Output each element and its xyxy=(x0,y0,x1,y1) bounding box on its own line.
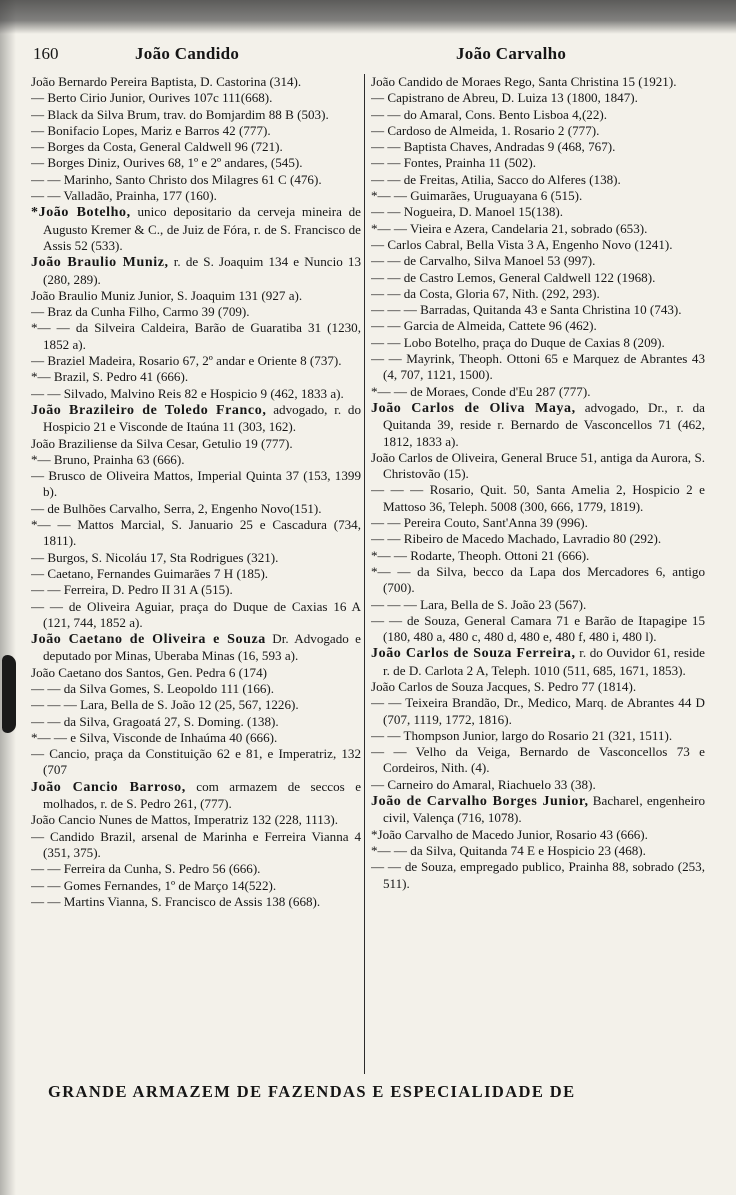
directory-entry xyxy=(31,829,361,862)
directory-entry xyxy=(371,827,705,843)
directory-entry xyxy=(31,501,361,517)
directory-entry xyxy=(371,253,705,269)
directory-entry xyxy=(371,482,705,515)
directory-entry xyxy=(31,665,361,681)
entry-name: João Cancio Barroso, xyxy=(31,779,186,795)
entry-text: r. do Ouvidor 61, reside r. de D. Carlota 2 A, Teleph. 1010 (511, 685, 1671, 1853). xyxy=(383,645,705,678)
entry-text: *— Brazil, S. Pedro 41 (666). xyxy=(31,369,189,385)
directory-entry xyxy=(31,90,361,106)
entry-text: João Caetano dos Santos, Gen. Pedra 6 (174) xyxy=(31,664,268,680)
directory-entry xyxy=(31,402,361,436)
directory-entry xyxy=(31,288,361,304)
entry-text: — — Ferreira, D. Pedro II 31 A (515). xyxy=(31,582,233,598)
directory-entry xyxy=(31,123,361,139)
directory-entry xyxy=(371,728,705,744)
directory-entry xyxy=(31,468,361,501)
right-column xyxy=(371,74,705,1076)
directory-entry xyxy=(371,237,705,253)
entry-text: — — Martins Vianna, S. Francisco de Assis 138 (668). xyxy=(31,893,321,909)
entry-text: — — Ribeiro de Macedo Machado, Lavradio 80 (292). xyxy=(371,531,662,547)
directory-entry xyxy=(371,679,705,695)
entry-text: advogado, r. do Hospicio 21 e Visconde de Itaúna 11 (303, 162). xyxy=(43,401,361,435)
entry-text: — Berto Cirio Junior, Ourives 107c 111(668). xyxy=(31,90,273,106)
directory-entry xyxy=(31,353,361,369)
entry-name: João Caetano de Oliveira e Souza xyxy=(31,632,266,648)
directory-entry xyxy=(31,746,361,779)
entry-text: — Black da Silva Brum, trav. do Bomjardim 88 B (503). xyxy=(31,106,329,122)
directory-entry xyxy=(31,730,361,746)
directory-entry xyxy=(31,172,361,188)
entry-text: Dr. Advogado e deputado por Minas, Uberaba Minas (16, 593 a). xyxy=(43,631,361,664)
entry-text: *— — de Moraes, Conde d'Eu 287 (777). xyxy=(371,383,591,399)
entry-text: — — — Lara, Bella de S. João 23 (567). xyxy=(371,596,587,612)
entry-text: — — Valladão, Prainha, 177 (160). xyxy=(31,188,217,204)
directory-entry xyxy=(371,744,705,777)
directory-entry xyxy=(31,631,361,665)
entry-text: — — Gomes Fernandes, 1º de Março 14(522). xyxy=(31,877,277,893)
entry-text: — — Thompson Junior, largo do Rosario 21 (321, 1511). xyxy=(371,727,673,743)
directory-entry xyxy=(371,318,705,334)
entry-text: — Bonifacio Lopes, Mariz e Barros 42 (777). xyxy=(31,122,271,138)
entry-text: — Carneiro do Amaral, Riachuelo 33 (38). xyxy=(371,776,596,792)
directory-entry xyxy=(31,74,361,90)
directory-entry xyxy=(31,779,361,813)
entry-text: — — Marinho, Santo Christo dos Milagres 61 C (476). xyxy=(31,171,322,187)
entry-text: — — Baptista Chaves, Andradas 9 (468, 767). xyxy=(371,139,616,155)
directory-entry xyxy=(31,582,361,598)
directory-entry xyxy=(31,188,361,204)
left-column xyxy=(31,74,361,1076)
entry-text: João Carlos de Souza Jacques, S. Pedro 77 (1814). xyxy=(371,678,637,694)
entry-text: — — de Oliveira Aguiar, praça do Duque de Caxias 16 A (121, 744, 1852 a). xyxy=(31,598,361,630)
directory-entry xyxy=(371,777,705,793)
entry-name: João Carlos de Oliva Maya, xyxy=(371,400,576,416)
directory-entry xyxy=(31,550,361,566)
entry-text: — Capistrano de Abreu, D. Luiza 13 (1800, 1847). xyxy=(371,90,638,106)
entry-name: *João Botelho, xyxy=(31,205,131,221)
directory-entry xyxy=(371,450,705,483)
directory-entry xyxy=(31,386,361,402)
entry-text: — Carlos Cabral, Bella Vista 3 A, Engenho Novo (1241). xyxy=(371,236,673,252)
column-divider xyxy=(364,74,365,1074)
entry-text: *— — da Silva, becco da Lapa dos Mercadores 6, antigo (700). xyxy=(371,563,705,596)
directory-entry xyxy=(31,812,361,828)
entry-text: — — Teixeira Brandão, Dr., Medico, Marq. de Abrantes 44 D (707, 1119, 1772, 1816). xyxy=(371,695,705,727)
directory-entry xyxy=(31,517,361,550)
directory-entry xyxy=(31,861,361,877)
directory-entry xyxy=(371,351,705,384)
directory-entry xyxy=(31,452,361,468)
entry-text: — — Velho da Veiga, Bernardo de Vasconcellos 73 e Cordeiros, Nith. (4). xyxy=(371,744,705,776)
entry-text: — Cardoso de Almeida, 1. Rosario 2 (777). xyxy=(371,122,600,138)
entry-text: — Caetano, Fernandes Guimarães 7 H (185). xyxy=(31,565,269,581)
directory-entry xyxy=(31,599,361,632)
entry-text: — Brusco de Oliveira Mattos, Imperial Quinta 37 (153, 1399 b). xyxy=(31,468,361,500)
scan-left-edge xyxy=(0,0,16,1195)
entry-name: João Braulio Muniz, xyxy=(31,255,169,271)
directory-entry xyxy=(371,793,705,827)
directory-entry xyxy=(31,254,361,288)
directory-entry xyxy=(371,155,705,171)
entry-text: Bacharel, engenheiro civil, Valença (716, 1078). xyxy=(383,793,705,826)
entry-text: João Cancio Nunes de Mattos, Imperatriz 132 (228, 1113). xyxy=(31,812,339,828)
directory-entry xyxy=(31,894,361,910)
entry-text: — — Fontes, Prainha 11 (502). xyxy=(371,155,536,171)
directory-entry xyxy=(371,384,705,400)
directory-entry xyxy=(371,515,705,531)
directory-entry xyxy=(371,286,705,302)
directory-entry xyxy=(371,172,705,188)
entry-text: *— — da Silveira Caldeira, Barão de Guaratiba 31 (1230, 1852 a). xyxy=(31,320,361,352)
directory-entry xyxy=(31,304,361,320)
entry-text: — — da Costa, Gloria 67, Nith. (292, 293). xyxy=(371,285,600,301)
directory-entry xyxy=(371,188,705,204)
entry-text: — Burgos, S. Nicoláu 17, Sta Rodrigues (321). xyxy=(31,549,279,565)
directory-entry xyxy=(31,107,361,123)
entry-text: — — Lobo Botelho, praça do Duque de Caxias 8 (209). xyxy=(371,334,665,350)
entry-text: João Candido de Moraes Rego, Santa Christina 15 (1921). xyxy=(371,74,677,89)
directory-entry xyxy=(371,221,705,237)
entry-text: — — Mayrink, Theoph. Ottoni 65 e Marquez de Abrantes 43 (4, 707, 1121, 1500). xyxy=(371,351,705,383)
entry-text: com armazem de seccos e molhados, r. de S. Pedro 261, (777). xyxy=(43,778,361,812)
entry-text: *— Bruno, Prainha 63 (666). xyxy=(31,451,185,467)
entry-text: *— — Guimarães, Uruguayana 6 (515). xyxy=(371,188,583,204)
entry-name: João Brazileiro de Toledo Franco, xyxy=(31,402,267,418)
directory-entry xyxy=(371,695,705,728)
entry-text: João Braziliense da Silva Cesar, Getulio 19 (777). xyxy=(31,435,293,451)
directory-entry xyxy=(371,302,705,318)
directory-entry xyxy=(31,566,361,582)
entry-text: — Candido Brazil, arsenal de Marinha e Ferreira Vianna 4 (351, 375). xyxy=(31,828,361,860)
entry-text: — — de Souza, empregado publico, Prainha 88, sobrado (253, 511). xyxy=(371,859,705,891)
directory-entry xyxy=(371,270,705,286)
entry-text: *— — Mattos Marcial, S. Januario 25 e Cascadura (734, 1811). xyxy=(31,517,361,549)
entry-text: — — Nogueira, D. Manoel 15(138). xyxy=(371,204,564,220)
directory-entry xyxy=(31,436,361,452)
entry-text: João Braulio Muniz Junior, S. Joaquim 131 (927 a). xyxy=(31,287,303,303)
entry-name: João de Carvalho Borges Junior, xyxy=(371,794,589,810)
entry-text: r. de S. Joaquim 134 e Nuncio 13 (280, 289). xyxy=(43,254,361,287)
directory-entry xyxy=(371,90,705,106)
entry-text: *— — Rodarte, Theoph. Ottoni 21 (666). xyxy=(371,547,590,563)
entry-text: — — de Souza, General Camara 71 e Barão de Itapagipe 15 (180, 480 a, 480 c, 480 d, 480 e, 480 f, 480 i, 480 l). xyxy=(371,612,705,645)
entry-text: — Braz da Cunha Filho, Carmo 39 (709). xyxy=(31,304,250,320)
directory-entry xyxy=(31,697,361,713)
entry-text: — — da Silva, Gragoatá 27, S. Doming. (138). xyxy=(31,713,279,729)
entry-text: — — de Carvalho, Silva Manoel 53 (997). xyxy=(371,253,596,269)
entry-text: João Carlos de Oliveira, General Bruce 51, antiga da Aurora, S. Christovão (15). xyxy=(371,449,705,482)
directory-entry xyxy=(371,564,705,597)
entry-text: — — de Freitas, Atilia, Sacco do Alferes (138). xyxy=(371,171,621,187)
directory-entry xyxy=(371,843,705,859)
scan-top-edge xyxy=(0,0,736,34)
entry-text: — — Silvado, Malvino Reis 82 e Hospicio 9 (462, 1833 a). xyxy=(31,385,344,401)
entry-text: advogado, Dr., r. da Quitanda 39, reside r. Bernardo de Vasconcellos 71 (462, 1812, 1833 a). xyxy=(383,399,705,449)
directory-entry xyxy=(31,155,361,171)
directory-entry xyxy=(31,878,361,894)
directory-entry xyxy=(371,335,705,351)
entry-text: — — da Silva Gomes, S. Leopoldo 111 (166). xyxy=(31,680,275,696)
directory-entry xyxy=(371,597,705,613)
directory-entry xyxy=(371,139,705,155)
directory-entry xyxy=(371,531,705,547)
entry-text: — Borges Diniz, Ourives 68, 1º e 2º andares, (545). xyxy=(31,155,303,171)
entry-text: — Cancio, praça da Constituição 62 e 81, e Imperatriz, 132 (707 xyxy=(31,746,361,778)
entry-text: — — Ferreira da Cunha, S. Pedro 56 (666). xyxy=(31,861,261,877)
entry-text: — — — Barradas, Quitanda 43 e Santa Christina 10 (743). xyxy=(371,302,682,318)
directory-entry xyxy=(371,123,705,139)
entry-text: João Bernardo Pereira Baptista, D. Castorina (314). xyxy=(31,74,302,89)
entry-text: — — do Amaral, Cons. Bento Lisboa 4,(22). xyxy=(371,106,608,122)
directory-entry xyxy=(31,204,361,254)
entry-text: — — Garcia de Almeida, Cattete 96 (462). xyxy=(371,318,597,334)
directory-entry xyxy=(371,859,705,892)
directory-entry xyxy=(31,139,361,155)
entry-text: — — Pereira Couto, Sant'Anna 39 (996). xyxy=(371,515,588,531)
entry-text: *— — da Silva, Quitanda 74 E e Hospicio 23 (468). xyxy=(371,842,646,858)
entry-text: — de Bulhões Carvalho, Serra, 2, Engenho Novo(151). xyxy=(31,500,322,516)
directory-entry xyxy=(371,74,705,90)
footer-banner: GRANDE ARMAZEM DE FAZENDAS E ESPECIALIDADE DE xyxy=(48,1082,576,1101)
entry-text: — — — Lara, Bella de S. João 12 (25, 567, 1226). xyxy=(31,697,299,713)
entry-text: *João Carvalho de Macedo Junior, Rosario 43 (666). xyxy=(371,826,648,842)
entry-text: — Borges da Costa, General Caldwell 96 (721). xyxy=(31,139,283,155)
entry-text: — — — Rosario, Quit. 50, Santa Amelia 2, Hospicio 2 e Mattoso 36, Teleph. 5008 (300, 666, 1779, 1819). xyxy=(371,482,705,514)
entry-text: *— — Vieira e Azera, Candelaria 21, sobrado (653). xyxy=(371,220,648,236)
directory-entry xyxy=(371,400,705,450)
entry-text: — Braziel Madeira, Rosario 67, 2º andar e Oriente 8 (737). xyxy=(31,353,342,369)
directory-entry xyxy=(31,320,361,353)
directory-entry xyxy=(371,645,705,679)
page-number: 160 xyxy=(33,44,59,63)
directory-entry xyxy=(31,681,361,697)
directory-entry xyxy=(371,548,705,564)
running-head-right: João Carvalho xyxy=(456,44,567,63)
directory-entry xyxy=(371,613,705,646)
directory-entry xyxy=(371,107,705,123)
entry-text: — — de Castro Lemos, General Caldwell 122 (1968). xyxy=(371,269,656,285)
entry-text: unico depositario da cerveja mineira de Augusto Kremer & C., de Juiz de Fóra, r. de S. Francisco de Assis 52 (533). xyxy=(43,204,361,253)
ink-blot xyxy=(2,655,16,733)
entry-name: João Carlos de Souza Ferreira, xyxy=(371,646,576,662)
directory-entry xyxy=(371,204,705,220)
directory-entry xyxy=(31,369,361,385)
running-head-left: João Candido xyxy=(135,44,240,63)
directory-entry xyxy=(31,714,361,730)
entry-text: *— — e Silva, Visconde de Inhaúma 40 (666). xyxy=(31,729,278,745)
